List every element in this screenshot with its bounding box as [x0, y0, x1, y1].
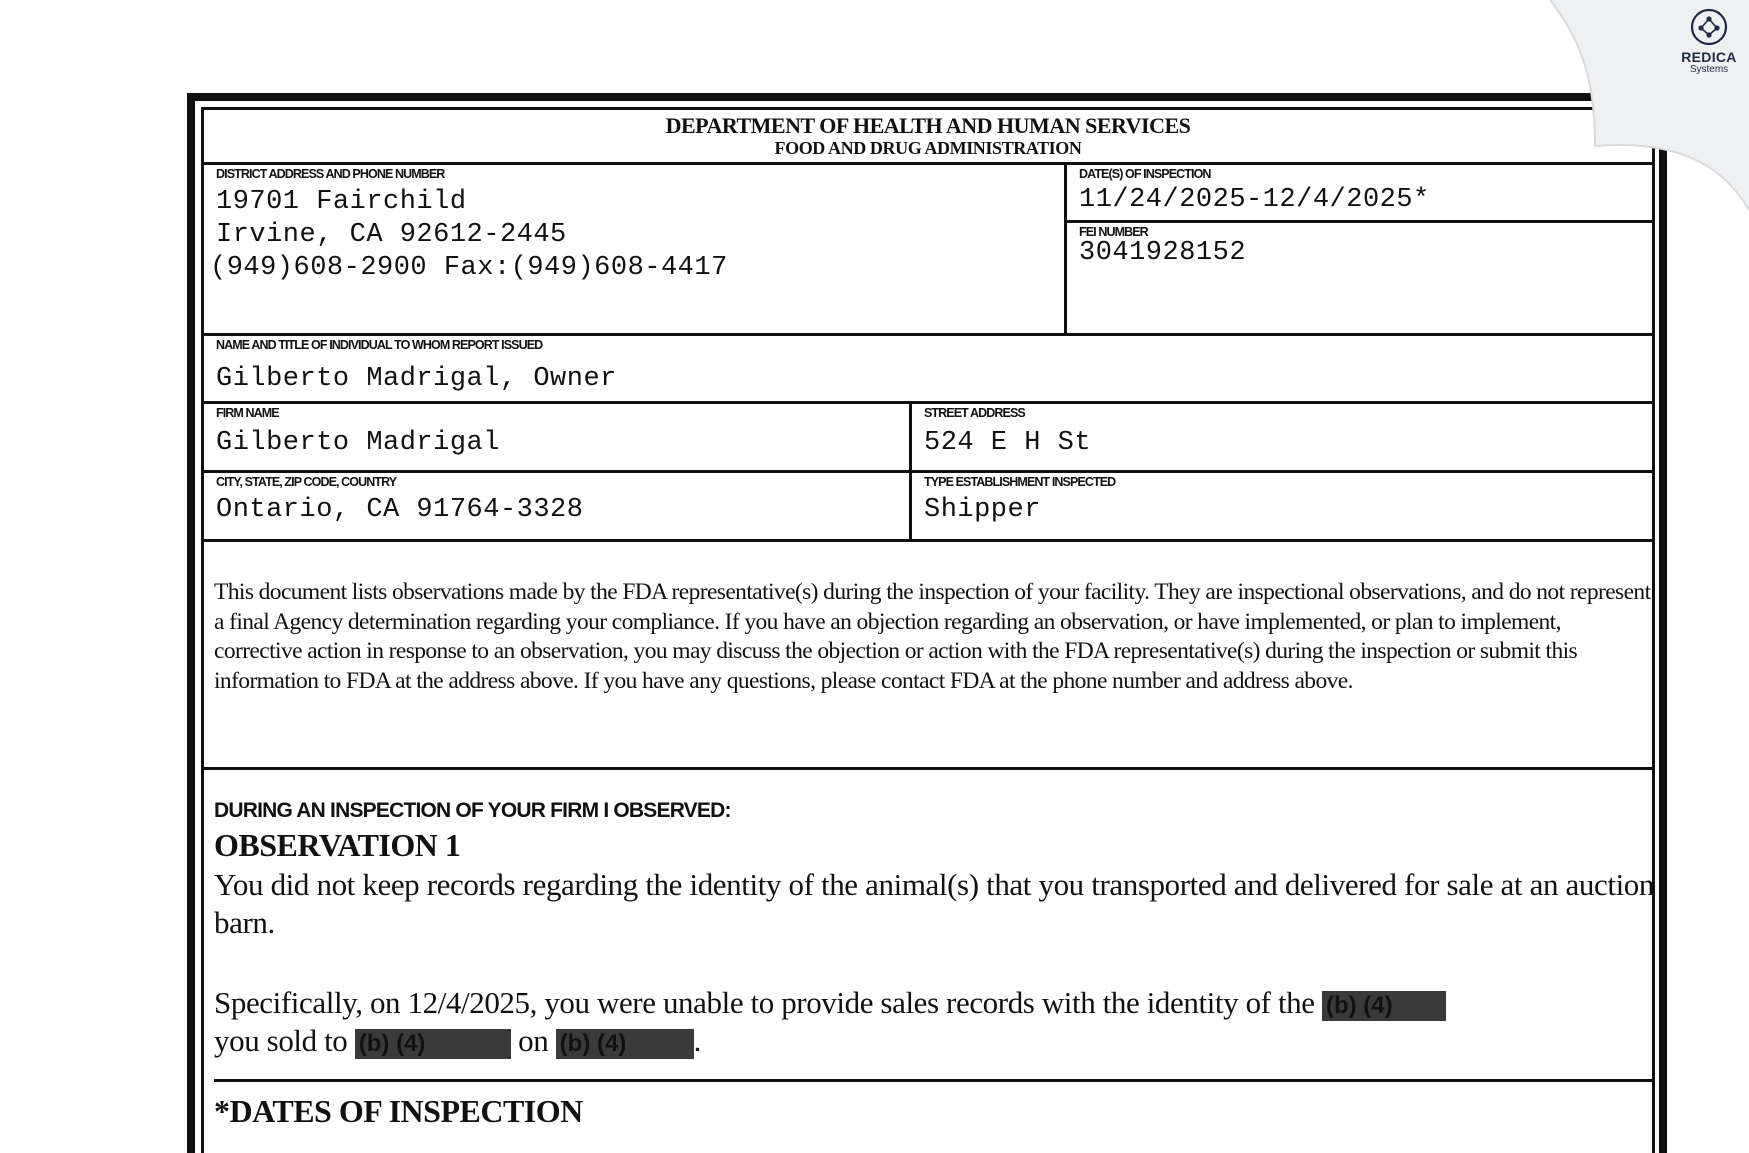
divider-4	[204, 539, 1652, 542]
district-cell	[204, 165, 1064, 330]
firm-cell	[204, 404, 909, 470]
observation-1-title: OBSERVATION 1	[214, 827, 461, 863]
establishment-label: TYPE ESTABLISHMENT INSPECTED	[924, 475, 1116, 489]
street-label: STREET ADDRESS	[924, 406, 1025, 420]
fei-value: 3041928152	[1079, 238, 1247, 268]
fei-cell	[1067, 223, 1653, 330]
district-line2: Irvine, CA 92612-2445	[216, 220, 567, 250]
district-line3: (949)608-2900 Fax:(949)608-4417	[210, 253, 728, 283]
redica-network-icon	[1690, 8, 1728, 46]
redaction-box-1: (b) (4)	[1322, 991, 1446, 1021]
observation-1-specific-line2	[214, 1022, 701, 1060]
observation-1-specific-line1	[214, 984, 1446, 1022]
dates-of-inspection-title: *DATES OF INSPECTION	[214, 1093, 583, 1129]
city-cell	[204, 473, 909, 539]
issued-to-label: NAME AND TITLE OF INDIVIDUAL TO WHOM REPORT ISSUED	[216, 338, 543, 352]
city-label: CITY, STATE, ZIP CODE, COUNTRY	[216, 475, 397, 489]
dates-value: 11/24/2025-12/4/2025*	[1079, 185, 1430, 215]
form-inner-border	[201, 107, 1655, 1153]
issued-to-value: Gilberto Madrigal, Owner	[216, 364, 617, 394]
city-value: Ontario, CA 91764-3328	[216, 495, 584, 525]
observation-1-text: You did not keep records regarding the identity of the animal(s) that you transported and delivered for sale at an auction barn.	[214, 867, 1654, 940]
redica-logo-sub: Systems	[1689, 64, 1729, 75]
street-cell	[912, 404, 1652, 470]
form-header	[204, 110, 1652, 165]
divider-6	[214, 1079, 1654, 1082]
fda-483-form	[187, 93, 1667, 1153]
street-value: 524 E H St	[924, 428, 1092, 458]
firm-label: FIRM NAME	[216, 406, 279, 420]
header-agency: FOOD AND DRUG ADMINISTRATION	[774, 138, 1082, 158]
redaction-box-3: (b) (4)	[556, 1029, 694, 1059]
establishment-cell	[912, 473, 1652, 539]
dates-label: DATE(S) OF INSPECTION	[1079, 167, 1211, 181]
redica-corner-badge	[1550, 0, 1749, 210]
district-label: DISTRICT ADDRESS AND PHONE NUMBER	[216, 167, 445, 181]
district-line1: 19701 Fairchild	[216, 187, 467, 217]
specific-text-1: Specifically, on 12/4/2025, you were unable to provide sales records with the identity of the	[214, 985, 1315, 1020]
specific-text-3: on	[518, 1023, 549, 1058]
notice-paragraph: This document lists observations made by the FDA representative(s) during the inspection of your facility. They are inspectional observations, and do not represent a final Agency determination regarding your compliance. If you have an objection regarding an observation, or have implemented, or plan to implement, corrective action in response to an observation, you may discuss the objection or action with the FDA representative(s) during the inspection or submit this information to FDA at the address above. If you have any questions, please contact FDA at the phone number and address above.	[214, 579, 1651, 694]
establishment-value: Shipper	[924, 495, 1041, 525]
issued-to-cell	[204, 336, 1652, 401]
firm-value: Gilberto Madrigal	[216, 428, 500, 458]
header-department: DEPARTMENT OF HEALTH AND HUMAN SERVICES	[665, 113, 1191, 138]
fei-label: FEI NUMBER	[1079, 225, 1148, 239]
divider-5	[204, 767, 1652, 770]
redica-logo-name: REDICA	[1681, 49, 1737, 65]
specific-text-2: you sold to	[214, 1023, 348, 1058]
observations-intro: DURING AN INSPECTION OF YOUR FIRM I OBSERVED:	[214, 799, 731, 822]
redaction-box-2: (b) (4)	[355, 1029, 511, 1059]
specific-text-end: .	[693, 1023, 702, 1058]
